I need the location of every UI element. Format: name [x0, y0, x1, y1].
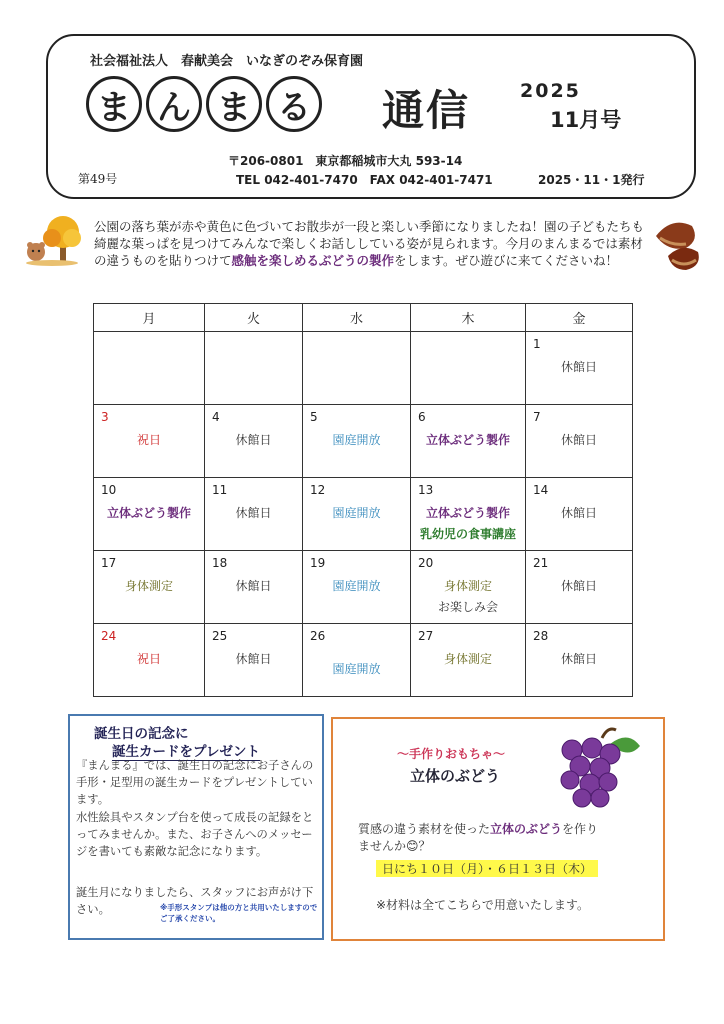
- birthday-paragraph: 水性絵具やスタンプ台を使って成長の記録をとってみませんか。また、お子さんへのメッセージを書いても素敵な記念になります。: [76, 811, 314, 858]
- day-number: 26: [310, 629, 326, 643]
- calendar-day-cell: [303, 624, 411, 697]
- calendar-day-cell: [411, 405, 526, 478]
- day-number: 13: [418, 483, 434, 497]
- logo-char: ま: [86, 76, 142, 132]
- birthday-title: 誕生日の記念に: [94, 726, 189, 742]
- calendar-day-cell: [303, 551, 411, 624]
- event-label: 身体測定: [443, 579, 492, 593]
- calendar-week-row: [94, 478, 633, 551]
- craft-text-end: を作りませんか😊？: [358, 822, 599, 853]
- craft-dates: 日にち１０日（月）・６日１３日（木）: [376, 860, 598, 877]
- intro-highlight: 感触を楽しめるぶどうの製作: [231, 253, 395, 268]
- day-number: 21: [533, 556, 549, 570]
- event-label: 休館日: [560, 652, 597, 666]
- craft-text: 質感の違う素材を使った: [358, 822, 491, 836]
- calendar-day-cell: [205, 551, 303, 624]
- craft-subtitle: ～手作りおもちゃ～: [397, 747, 506, 761]
- chestnut-icon: [650, 212, 708, 272]
- event-label: 立体ぶどう製作: [106, 506, 191, 520]
- day-number: 11: [212, 483, 228, 497]
- event-calendar: [93, 303, 633, 697]
- event-label: 祝日: [136, 433, 161, 447]
- calendar-day-cell: [205, 332, 303, 405]
- craft-materials-note: ※材料は全てこちらで用意いたします。: [376, 898, 589, 912]
- calendar-week-row: [94, 551, 633, 624]
- issue-month: 11月号: [550, 108, 622, 132]
- event-label: 休館日: [235, 652, 272, 666]
- calendar-day-cell: [303, 332, 411, 405]
- contact-numbers: TEL 042-401-7470 FAX 042-401-7471: [236, 173, 493, 187]
- calendar-day-cell: [205, 478, 303, 551]
- weekday-header-row: [94, 304, 633, 332]
- calendar-day-cell: [94, 332, 205, 405]
- calendar-week-row: [94, 624, 633, 697]
- logo-char: る: [266, 76, 322, 132]
- day-number: 4: [212, 410, 220, 424]
- calendar-day-cell: [526, 332, 633, 405]
- day-number: 27: [418, 629, 434, 643]
- weekday-header: 木: [411, 304, 526, 332]
- volume-number: 第49号: [78, 172, 118, 186]
- day-number: 7: [533, 410, 541, 424]
- calendar-day-cell: [411, 624, 526, 697]
- event-label: 園庭開放: [332, 662, 381, 676]
- calendar-day-cell: [94, 551, 205, 624]
- calendar-week-row: [94, 332, 633, 405]
- day-number: 19: [310, 556, 326, 570]
- event-label: 立体ぶどう製作: [425, 506, 510, 520]
- event-label: 休館日: [560, 579, 597, 593]
- day-number: 10: [101, 483, 117, 497]
- event-label: 身体測定: [124, 579, 173, 593]
- day-number: 17: [101, 556, 117, 570]
- birthday-note: ※手形スタンプは他の方と共用いたしますのでご了承ください。: [160, 903, 318, 923]
- event-label: 園庭開放: [332, 506, 381, 520]
- calendar-day-cell: [94, 478, 205, 551]
- newsletter-title: 通信: [382, 86, 471, 135]
- day-number: 6: [418, 410, 426, 424]
- day-number: 5: [310, 410, 318, 424]
- birthday-paragraph: 誕生月になりましたら、スタッフにお声がけ下さい。: [76, 886, 314, 916]
- event-label: 立体ぶどう製作: [425, 433, 510, 447]
- intro-paragraph: [94, 218, 644, 269]
- weekday-header: 水: [303, 304, 411, 332]
- event-label: 休館日: [560, 360, 597, 374]
- day-number: 18: [212, 556, 228, 570]
- calendar-day-cell: [411, 478, 526, 551]
- weekday-header: 火: [205, 304, 303, 332]
- day-number: 1: [533, 337, 541, 351]
- logo-char: ま: [206, 76, 262, 132]
- craft-title: 立体のぶどう: [410, 767, 501, 785]
- calendar-day-cell: [411, 551, 526, 624]
- birthday-paragraph: 『まんまる』では、誕生日の記念にお子さんの手形・足型用の誕生カードをプレゼントしています。: [76, 759, 314, 806]
- calendar-day-cell: [205, 405, 303, 478]
- organization-name: 社会福祉法人 春献美会 いなぎのぞみ保育園: [90, 54, 364, 69]
- calendar-day-cell: [94, 405, 205, 478]
- craft-highlight: 立体のぶどう: [490, 822, 563, 836]
- issue-year: 2025: [520, 80, 581, 102]
- calendar-day-cell: [94, 624, 205, 697]
- calendar-day-cell: [526, 478, 633, 551]
- day-number: 14: [533, 483, 549, 497]
- day-number: 3: [101, 410, 109, 424]
- logo-char: ん: [146, 76, 202, 132]
- calendar-day-cell: [303, 478, 411, 551]
- event-label: 休館日: [560, 433, 597, 447]
- autumn-tree-bear-icon: [22, 214, 84, 266]
- day-number: 12: [310, 483, 326, 497]
- calendar-day-cell: [526, 624, 633, 697]
- day-number: 28: [533, 629, 549, 643]
- calendar-week-row: [94, 405, 633, 478]
- event-label: 身体測定: [443, 652, 492, 666]
- event-label: 休館日: [235, 579, 272, 593]
- weekday-header: 月: [94, 304, 205, 332]
- event-label: 園庭開放: [332, 433, 381, 447]
- address: 〒206-0801 東京都稲城市大丸 593-14: [228, 154, 463, 168]
- calendar-day-cell: [526, 405, 633, 478]
- intro-text-end: をします。ぜひ遊びに来てくださいね！: [394, 253, 619, 268]
- event-label: 乳幼児の食事講座: [419, 527, 516, 541]
- calendar-day-cell: [205, 624, 303, 697]
- event-label: 休館日: [235, 433, 272, 447]
- event-label: 休館日: [560, 506, 597, 520]
- event-label: 祝日: [136, 652, 161, 666]
- manmaru-logo: [86, 76, 346, 134]
- calendar-day-cell: [411, 332, 526, 405]
- day-number: 20: [418, 556, 434, 570]
- calendar-day-cell: [303, 405, 411, 478]
- weekday-header: 金: [526, 304, 633, 332]
- event-label: 休館日: [235, 506, 272, 520]
- grape-icon: [552, 724, 644, 814]
- birthday-subtitle: 誕生カードをプレゼント: [112, 740, 260, 761]
- day-number: 25: [212, 629, 228, 643]
- day-number: 24: [101, 629, 117, 643]
- intro-text: 公園の落ち葉が赤や黄色に色づいてお散歩が一段と楽しい季節になりましたね！園の子どもたちも綺麗な葉っぱを見つけてみんなで楽しくお話ししている姿が見られます。今月のまんまるでは素材の違うものを貼りつけて: [94, 219, 645, 268]
- event-label: 園庭開放: [332, 579, 381, 593]
- publish-date: 2025・11・1発行: [538, 173, 645, 187]
- event-label: お楽しみ会: [437, 600, 498, 614]
- craft-description: [358, 821, 608, 855]
- calendar-day-cell: [526, 551, 633, 624]
